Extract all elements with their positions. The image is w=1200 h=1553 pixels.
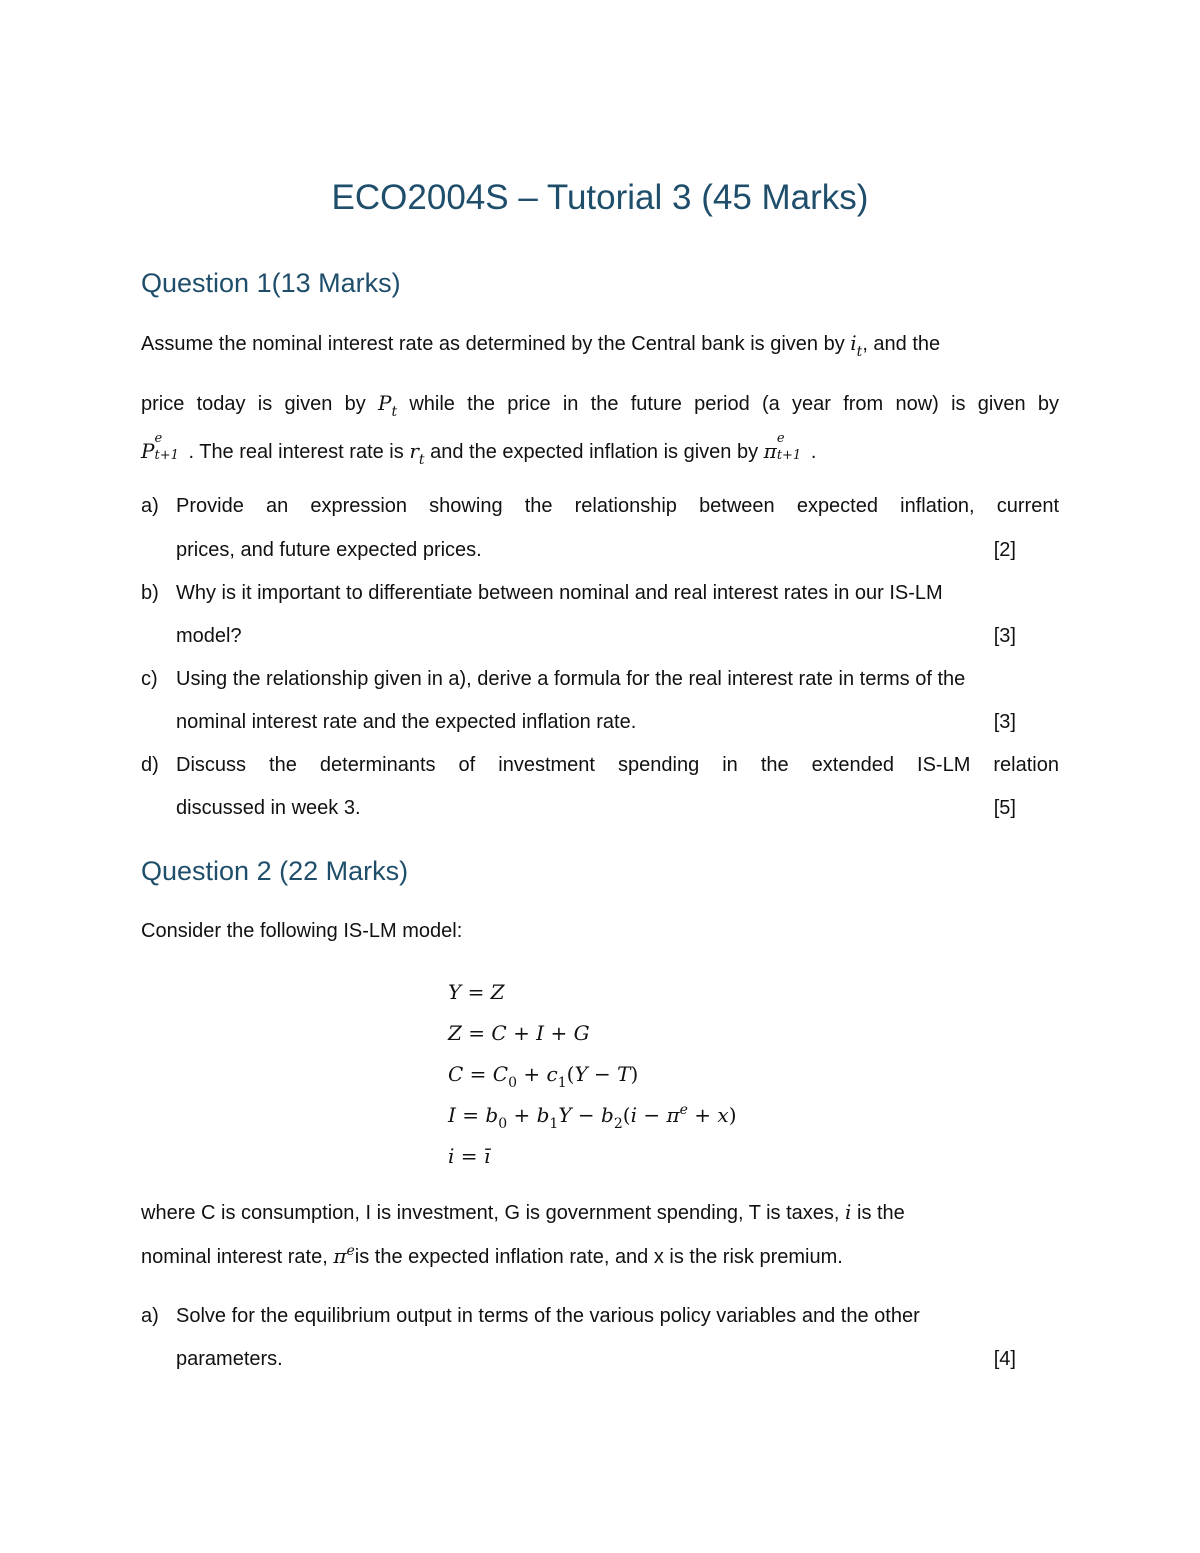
- item-text-line-2: parameters.: [176, 1348, 283, 1370]
- q1-intro-line-1: Assume the nominal interest rate as determined by the Central bank is given by $i_t$, and the: [141, 331, 941, 360]
- equation-4: $I = b_0 + b_1Y - b_2(i - \pi^e + x)$: [448, 1102, 737, 1132]
- item-text-line-1: Why is it important to differentiate between nominal and real interest rates in our IS-LM: [176, 582, 943, 604]
- item-text-line-2: prices, and future expected prices.: [176, 539, 482, 561]
- item-text-line-1: Solve for the equilibrium output in terms of the various policy variables and the other: [176, 1305, 920, 1327]
- item-text-line-1: Using the relationship given in a), derive a formula for the real interest rate in terms of the: [176, 668, 966, 690]
- equation-2: Z = C + I + G: [448, 1021, 590, 1045]
- document-title: ECO2004S – Tutorial 3 (45 Marks): [331, 178, 869, 217]
- item-marks: [2]: [993, 539, 1016, 561]
- q2-where-line-1: where C is consumption, I is investment, G is government spending, T is taxes, i is the: [141, 1200, 905, 1224]
- item-text-line-2: discussed in week 3.: [176, 797, 361, 819]
- item-marks: [4]: [993, 1348, 1016, 1370]
- item-text-line-2: nominal interest rate and the expected inflation rate.: [176, 711, 637, 733]
- item-label: c): [141, 668, 158, 690]
- item-label: d): [141, 754, 159, 776]
- question-1-heading: Question 1(13 Marks): [141, 268, 401, 298]
- item-label: a): [141, 1305, 159, 1327]
- item-marks: [3]: [993, 625, 1016, 647]
- q1-intro-line-2: price today is given by $P_t$ while the price in the future period (a year from now) is given by: [141, 391, 1059, 420]
- item-label: a): [141, 495, 159, 517]
- item-text-line-2: model?: [176, 625, 242, 647]
- item-text-line-1: Provide an expression showing the relationship between expected inflation, current: [176, 495, 1059, 517]
- equation-1: Y = Z: [448, 980, 505, 1004]
- q2-where-line-2: nominal interest rate, $\pi^eis$ the expected inflation rate, and x is the risk premium.: [141, 1243, 843, 1268]
- item-marks: [3]: [993, 711, 1016, 733]
- equation-5: i = ī: [448, 1144, 491, 1168]
- equation-3: $C = C_0 + c_1(Y - T)$: [448, 1062, 639, 1091]
- q2-intro: Consider the following IS-LM model:: [141, 920, 463, 942]
- item-marks: [5]: [993, 797, 1016, 819]
- item-label: b): [141, 582, 159, 604]
- question-2-heading: Question 2 (22 Marks): [141, 856, 409, 886]
- q1-intro-line-3: P e t+1 . The real interest rate is $r_t$ and the expected inflation is given by π e t+1 .: [141, 431, 817, 468]
- item-text-line-1: Discuss the determinants of investment spending in the extended IS-LM relation: [176, 754, 1059, 776]
